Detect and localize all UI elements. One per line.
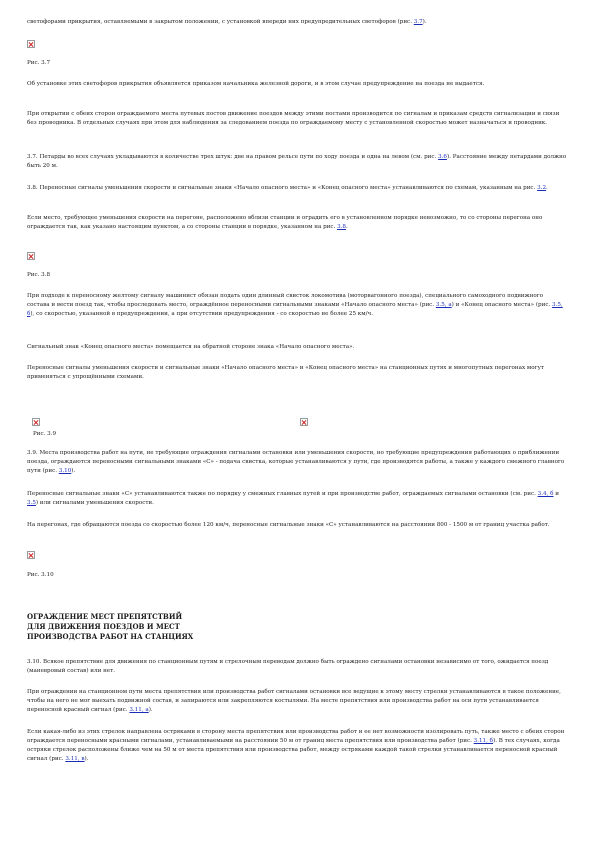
paragraph: 3.8. Переносные сигналы уменьшения скорости и сигнальные знаки «Начало опасного места» и «Конец опасного места» устанавливаются по схемам, указанным на рис. 3.2.	[27, 185, 548, 191]
figure-link[interactable]: 3.5	[27, 500, 36, 506]
paragraph: На перегонах, где обращаются поезда со скоростью более 120 км/ч, переносные сигнальные знаки «С» устанавливаются на расстоянии 800 - 1500 м от границ участка работ.	[27, 522, 550, 528]
figure-link[interactable]: 3.11, а	[129, 707, 149, 713]
paragraph: При подходе к переносному желтому сигналу машинист обязан подать один длинный свисток локомотива (моторвагонного поезда), специального самоходного подвижного состава и вести поезд так, чтобы проследовать место, ограждённое переносными сигнальными знаками «Начало опасного места» (рис. 3.5, а) и «Конец опасного места» (рис. 3.5, б), со скоростью, указанной в предупреждении, а при отсутствии предупреждения - со скоростью не более 25 км/ч.	[27, 293, 563, 317]
broken-image-icon	[27, 551, 35, 559]
figure-link[interactable]: 3.6	[438, 154, 447, 160]
section-heading: ОГРАЖДЕНИЕ МЕСТ ПРЕПЯТСТВИЙ ДЛЯ ДВИЖЕНИЯ ПОЕЗДОВ И МЕСТ ПРОИЗВОДСТВА РАБОТ НА СТАНЦИЯХ	[27, 612, 194, 641]
paragraph: При открытии с обеих сторон ограждаемого места путевых постов движение поездов между этими постами производится по сигналам и приказам средств сигнализации и связи без проводника. В отдельных случаях при этом для наблюдения за следованием поезда по ограждаемому месту с установленной скоростью может назначаться и проводник.	[27, 111, 560, 126]
broken-image-icon	[300, 418, 308, 426]
figure-link[interactable]: 3.4, б	[537, 491, 554, 497]
paragraph: Если место, требующее уменьшения скорости на перегоне, расположено вблизи станции и оградить его в установленном порядке невозможно, то со стороны перегона оно ограждается так, как указано настоящим пунктом, а со стороны станции в порядке, указанном на рис. 3.8.	[27, 215, 543, 230]
figure-link[interactable]: 3.2	[537, 185, 547, 191]
paragraph: 3.7. Петарды во всех случаях укладываются в количестве трех штук: две на правом рельсе пути по ходу поезда и одна на левом (см. рис. 3.6). Расстояние между петардами должно быть 20 м.	[27, 154, 567, 169]
figure-link[interactable]: 3.5, б	[27, 302, 563, 317]
figure-link[interactable]: 3.11, в	[65, 756, 85, 762]
paragraph: Об установке этих светофоров прикрытия объявляется приказом начальника железной дороги, и в этом случае предупреждение на поезда не выдается.	[27, 81, 485, 87]
figure-caption: Рис. 3.7	[27, 60, 51, 66]
figure-caption: Рис. 3.8	[27, 272, 51, 278]
paragraph: 3.10. Всякое препятствие для движения по станционным путям и стрелочным переводам должно быть ограждено сигналами остановки независимо от того, ожидается поезд (маневровый состав) или нет.	[27, 659, 549, 674]
broken-image-icon	[27, 252, 35, 260]
paragraph: Если какая-либо из этих стрелок направлена остряками в сторону места препятствия или производства работ и ее нет возможности изолировать путь, также место с обеих сторон ограждается переносными красными сигналами, устанавливаемыми на расстоянии 50 м от границ места препятствия или производства работ (рис. 3.11, б). В тех случаях, когда остряки стрелок расположены ближе чем на 50 м от места препятствия или производства работ, между остряками каждой такой стрелки устанавливается переносной красный сигнал (рис. 3.11, в).	[27, 729, 565, 762]
figure-link[interactable]: 3.8	[337, 224, 346, 230]
paragraph: Сигнальный знак «Конец опасного места» помещается на обратной стороне знака «Начало опасного места».	[27, 344, 355, 350]
figure-link[interactable]: 3.10	[58, 468, 72, 474]
figure-link[interactable]: 3.11, б	[473, 738, 494, 744]
figure-link[interactable]: 3.5, а	[435, 302, 452, 308]
broken-image-icon	[32, 418, 40, 426]
figure-link[interactable]: 3.7	[413, 19, 423, 25]
figure-caption: Рис. 3.10	[27, 572, 54, 578]
paragraph: При ограждении на станционном пути места препятствия или производства работ сигналами остановки все ведущие к этому месту стрелки устанавливаются в такое положение, чтобы на него не мог выехать подвижной состав, и запираются или закрепляются костылями. На месте препятствия или производства работ на оси пути устанавливается переносной красный сигнал (рис. 3.11, а).	[27, 689, 561, 713]
figure-caption: Рис. 3.9	[33, 431, 57, 437]
paragraph: Переносные сигналы уменьшения скорости и сигнальные знаки «Начало опасного места» и «Конец опасного места» на станционных путях и многопутных перегонах могут применяться с упрощёнными схемами.	[27, 365, 544, 380]
paragraph: 3.9. Места производства работ на пути, не требующие ограждения сигналами остановки или уменьшения скорости, но требующие предупреждения работающих о приближении поезда, ограждаются переносными сигнальными знаками «С» - подача свистка, которые устанавливаются у пути, где производятся работы, а также у каждого смежного главного пути (рис. 3.10).	[27, 450, 565, 474]
broken-image-icon	[27, 40, 35, 48]
paragraph: светофорами прикрытия, оставляемыми в закрытом положении, с установкой впереди них предупредительных светофоров (рис. 3.7).	[27, 19, 427, 25]
paragraph: Переносные сигнальные знаки «С» устанавливаются также по порядку у смежных главных путей и при производстве работ, ограждаемых сигналами остановки (см. рис. 3.4, б и 3.5) или сигналами уменьшения скорости.	[27, 491, 559, 506]
